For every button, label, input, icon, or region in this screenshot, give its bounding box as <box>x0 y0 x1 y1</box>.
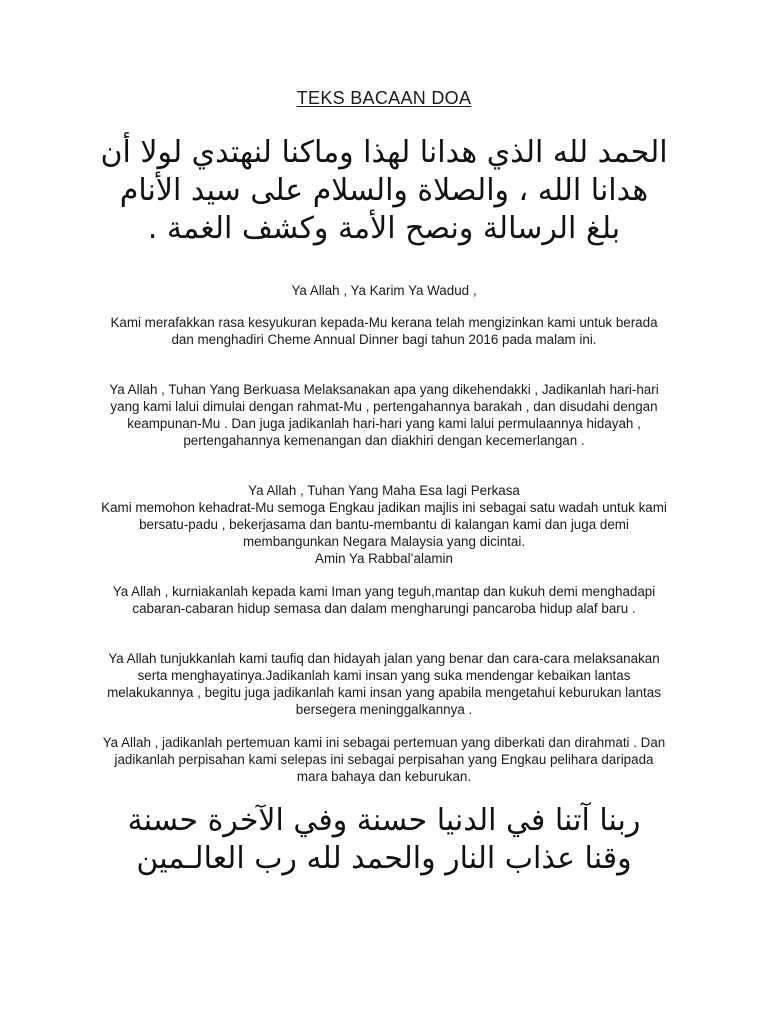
paragraph-unity <box>100 482 668 567</box>
paragraph-text: Ya Allah , jadikanlah pertemuan kami ini sebagai pertemuan yang diberkati dan dirahmati . Dan jadikanlah perpisahan kami selepas ini sebagai perpisahan yang Engkau pelihara daripada mara bahaya dan keburukan. <box>102 735 666 784</box>
greeting-text: Ya Allah , Ya Karim Ya Wadud , <box>291 283 477 298</box>
paragraph-text: Ya Allah , kurniakanlah kepada kami Iman yang teguh,mantap dan kukuh demi menghadapi cabaran-cabaran hidup semasa dan dalam mengharungi pancaroba hidup alaf baru . <box>112 584 656 616</box>
paragraph-meeting <box>100 734 668 785</box>
paragraph-days-blessing <box>100 381 668 449</box>
document-title: TEKS BACAAN DOA <box>296 88 472 108</box>
paragraph-text: Kami merafakkan rasa kesyukuran kepada-Mu kerana telah mengizinkan kami untuk berada dan menghadiri Cheme Annual Dinner bagi tahun 2016 pada malam ini. <box>110 315 658 347</box>
greeting-line <box>100 282 668 299</box>
paragraph-guidance <box>100 650 668 718</box>
paragraph-heading-line: Ya Allah , Tuhan Yang Maha Esa lagi Perkasa <box>248 483 520 498</box>
paragraph-gratitude <box>100 314 668 348</box>
paragraph-text: Ya Allah , Tuhan Yang Berkuasa Melaksanakan apa yang dikehendakki , Jadikanlah hari-hari yang kami lalui dimulai dengan rahmat-Mu , pertengahannya barakah , dan disudahi dengan keampunan-Mu . Dan juga jadikanlah hari-hari yang kami lalui permulaannya hidayah , pertengahannya kemenangan dan diakhiri dengan kecemerlangan . <box>109 382 659 448</box>
paragraph-text: Ya Allah tunjukkanlah kami taufiq dan hidayah jalan yang benar dan cara-cara melaksanakan serta menghayatinya.Jadikanlah kami insan yang suka mendengar kebaikan lantas melakukannya , begitu juga jadikanlah kami insan yang apabila mengetahui keburukan lantas bersegera meninggalkannya . <box>107 651 661 717</box>
paragraph-text: Kami memohon kehadrat-Mu semoga Engkau jadikan majlis ini sebagai satu wadah untuk kami bersatu-padu , bekerjasama dan bantu-membantu di kalangan kami dan juga demi membangunkan Negara Malaysia yang dicintai. <box>101 500 667 549</box>
arabic-closing-prayer: ربنا آتنا في الدنيا حسنة وفي الآخرة حسنة وقنا عذاب النار والحمد لله رب العالـمين <box>127 803 641 876</box>
paragraph-iman <box>100 583 668 617</box>
paragraph-amin-line: Amin Ya Rabbal’alamin <box>315 551 453 566</box>
arabic-opening-prayer: الحمد لله الذي هدانا لهذا وماكنا لنهتدي لولا أن هدانا الله ، والصلاة والسلام على سيد الأنام بلغ الرسالة ونصح الأمة وكشف الغمة . <box>100 135 668 246</box>
